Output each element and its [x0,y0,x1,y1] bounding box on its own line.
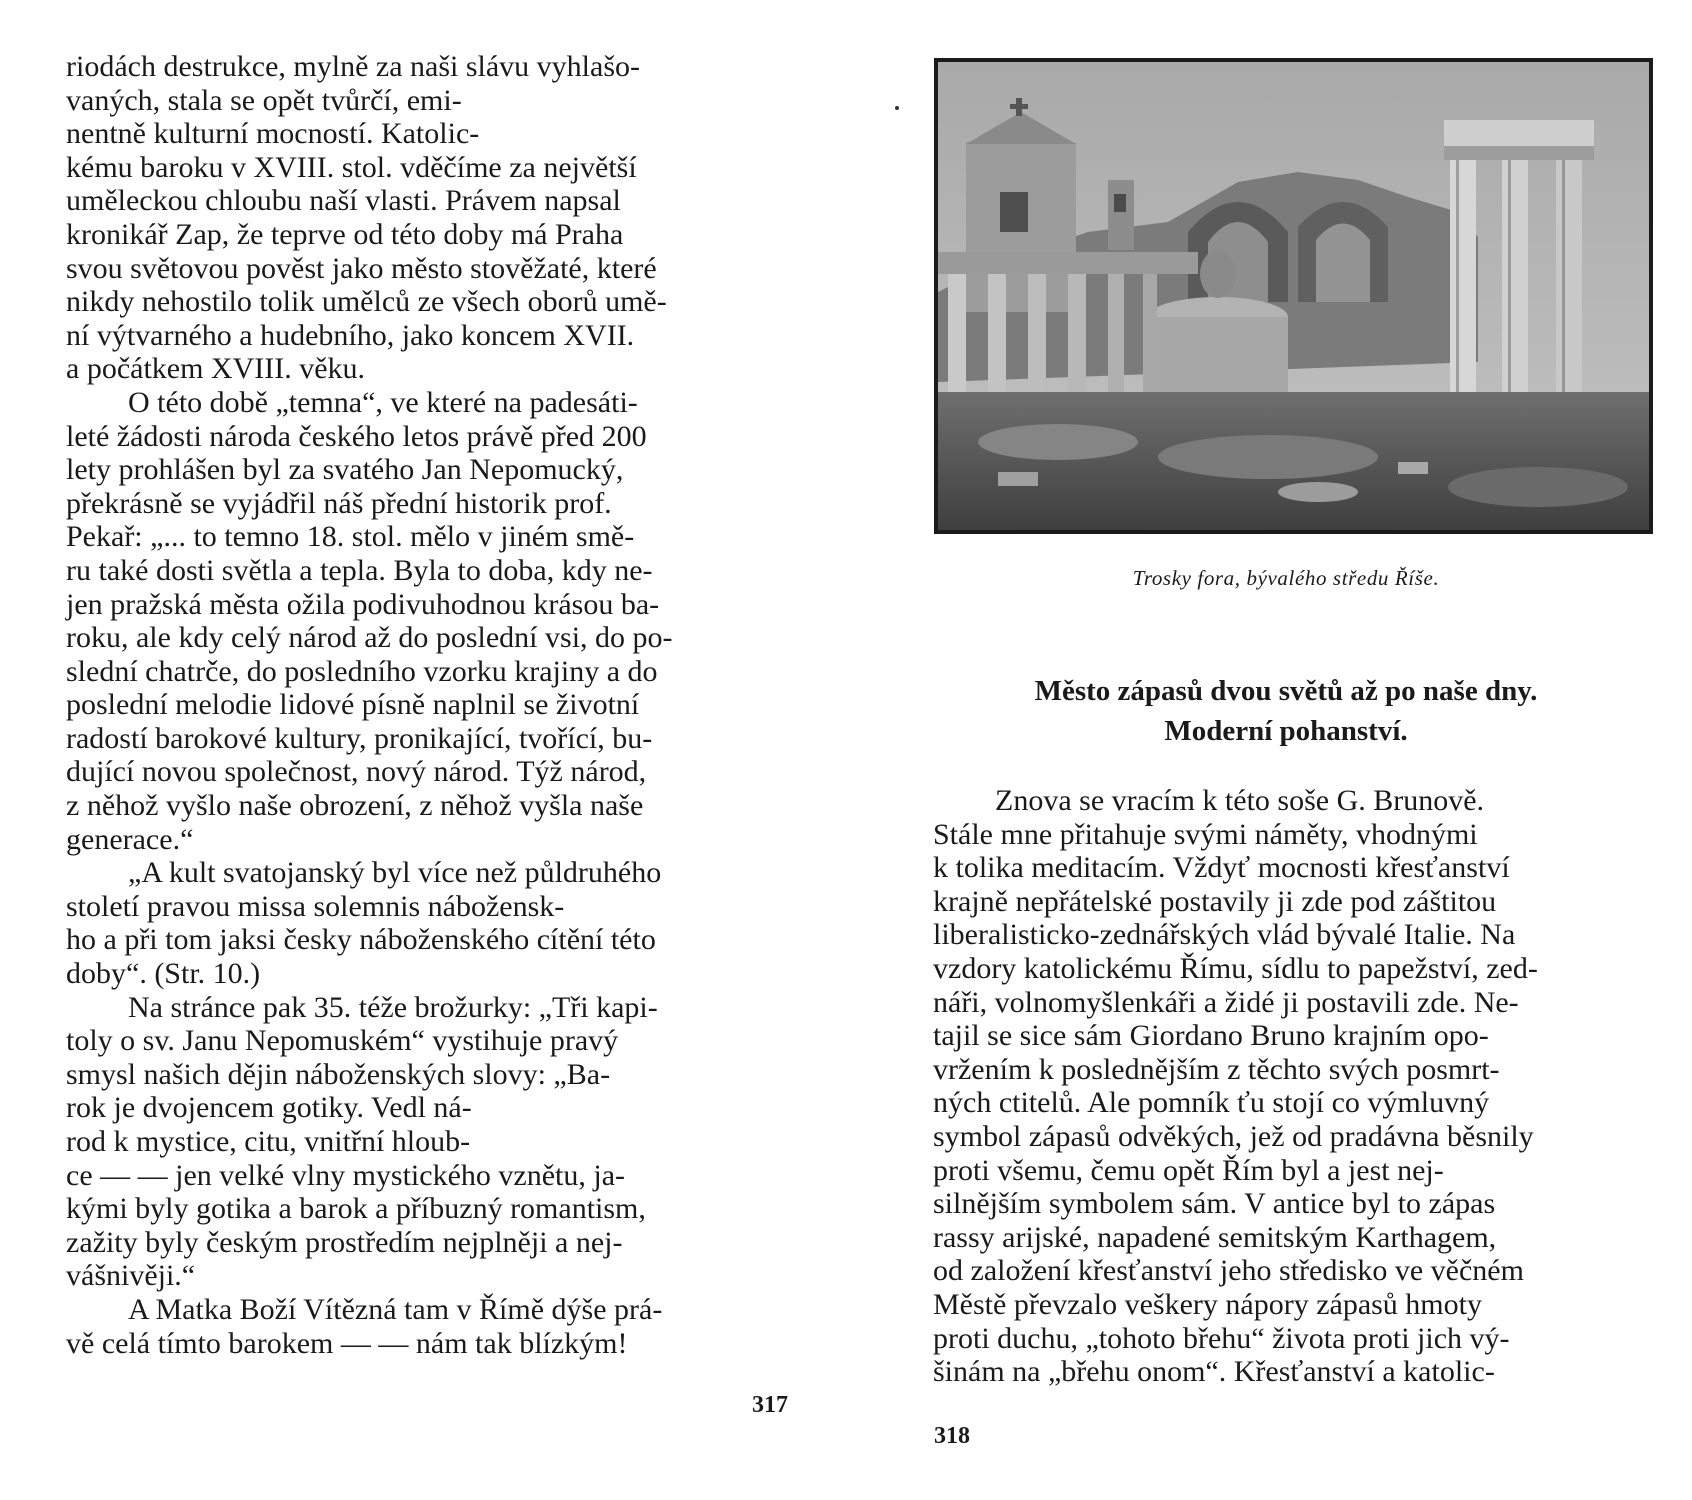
text-line: ru také dosti světla a tepla. Byla to doba, kdy ne- [66,553,653,587]
text-line: ní výtvarného a hudebního, jako koncem XVII. [66,318,635,352]
text-line: jen pražská města ožila podivuhodnou krásou ba- [66,587,660,621]
text-line: poslední melodie lidové písně naplnil se životní [66,688,640,722]
forum-ruins-illustration [938,62,1649,530]
print-speck [895,106,899,110]
text-line: krajně nepřátelské postavily ji zde pod záštitou [933,884,1497,918]
text-line: kými byly gotika a barok a příbuzný romantism, [66,1192,646,1226]
text-line: Na stránce pak 35. téže brožurky: „Tři kapi- [128,990,658,1024]
page-number: 317 [752,1392,788,1418]
text-line: vzdory katolickému Římu, sídlu to papežství, zed- [933,951,1538,985]
text-line: leté žádosti národa českého letos právě před 200 [66,419,647,453]
text-line: kému baroku v XVIII. stol. vděčíme za největší [66,150,637,184]
text-line: „A kult svatojanský byl více než půldruhého [128,856,662,890]
text-line: liberalisticko-zednářských vlád bývalé Italie. Na [933,918,1516,952]
text-line: nentně kulturní mocností. Katolic- [66,117,480,151]
text-line: toly o sv. Janu Nepomuském“ vystihuje pravý [66,1024,619,1058]
text-line: kronikář Zap, že teprve od této doby má Praha [66,217,624,251]
chapter-heading: Město zápasů dvou světů až po naše dny. [1034,675,1538,707]
text-line: Stále mne přitahuje svými náměty, vhodnými [933,817,1478,851]
text-line: symbol zápasů odvěkých, jež od pradávna běsnily [933,1119,1534,1153]
text-line: vášnivěji.“ [66,1259,196,1293]
text-line: O této době „temna“, ve které na padesáti- [128,385,638,419]
text-line: riodách destrukce, mylně za naši slávu vyhlašo- [66,50,640,83]
text-line: překrásně se vyjádřil náš přední historik prof. [66,486,612,520]
text-line: a počátkem XVIII. věku. [66,352,366,386]
text-line: vaných, stala se opět tvůrčí, emi- [66,83,462,117]
text-line: dující novou společnost, nový národ. Týž národ, [66,755,647,789]
text-line: zažity byly českým prostředím nejplněji a nej- [66,1225,623,1259]
text-line: proti všemu, čemu opět Řím byl a jest nej- [933,1153,1444,1187]
text-line: svou světovou pověst jako město stověžaté, které [66,251,657,285]
text-line: lety prohlášen byl za svatého Jan Nepomucký, [66,453,624,487]
right-page-text [933,784,1658,1389]
text-line: proti duchu, „tohoto břehu“ života proti jich vý- [933,1321,1510,1355]
text-line: vržením k poslednějším z těchto svých posmrt- [933,1052,1500,1086]
text-line: uměleckou chloubu naší vlasti. Právem napsal [66,184,621,218]
text-line: rod k mystice, citu, vnitřní hloub- [66,1125,471,1158]
text-line: slední chatrče, do posledního vzorku krajiny a do [66,654,658,688]
forum-ruins-photo [934,58,1653,534]
page-number: 318 [934,1423,970,1449]
text-line: ných ctitelů. Ale pomník ťu stojí co výmluvný [933,1086,1490,1120]
text-line: roku, ale kdy celý národ až do poslední vsi, do po- [66,621,673,655]
text-line: doby“. (Str. 10.) [66,957,261,991]
right-page [846,0,1692,1500]
text-line: z něhož vyšlo naše obrození, z něhož vyšla naše [66,789,644,823]
text-line: století pravou missa solemnis nábožensk- [66,889,565,923]
text-line: Městě převzalo veškery nápory zápasů hmoty [933,1287,1482,1321]
text-line: náři, volnomyšlenkáři a židé ji postavili zde. Ne- [933,985,1519,1019]
left-page-text [66,50,792,1360]
text-line: od založení křesťanství jeho středisko ve věčném [933,1254,1524,1288]
text-line: nikdy nehostilo tolik umělců ze všech oborů umě- [66,285,667,319]
text-line: radostí barokové kultury, pronikající, tvořící, bu- [66,721,653,755]
text-line: ho a při tom jaksi česky náboženského cítění této [66,923,656,957]
text-line: ce — — jen velké vlny mystického vznětu, ja- [66,1158,625,1192]
text-line: rok je dvojencem gotiky. Vedl ná- [66,1091,472,1125]
photo-caption: Trosky fora, bývalého středu Říše. [1132,566,1440,590]
text-line: silnějším symbolem sám. V antice byl to zápas [933,1187,1496,1221]
text-line: generace.“ [66,822,194,856]
text-line: vě celá tímto barokem — — nám tak blízkým! [66,1326,628,1360]
text-line: Znova se vracím k této soše G. Brunově. [995,784,1485,817]
text-line: smysl našich dějin náboženských slovy: „Ba- [66,1057,611,1091]
text-line: A Matka Boží Vítězná tam v Římě dýše prá- [128,1292,663,1326]
text-line: tajil se sice sám Giordano Bruno krajním opo- [933,1019,1489,1053]
text-line: šinám na „břehu onom“. Křesťanství a katolic- [933,1355,1495,1389]
text-line: rassy arijské, napadené semitským Karthagem, [933,1220,1497,1254]
text-line: k tolika meditacím. Vždyť mocnosti křesťanství [933,851,1510,885]
chapter-subheading: Moderní pohanství. [1164,715,1408,747]
text-line: Pekař: „... to temno 18. stol. mělo v jiném smě- [66,520,635,554]
